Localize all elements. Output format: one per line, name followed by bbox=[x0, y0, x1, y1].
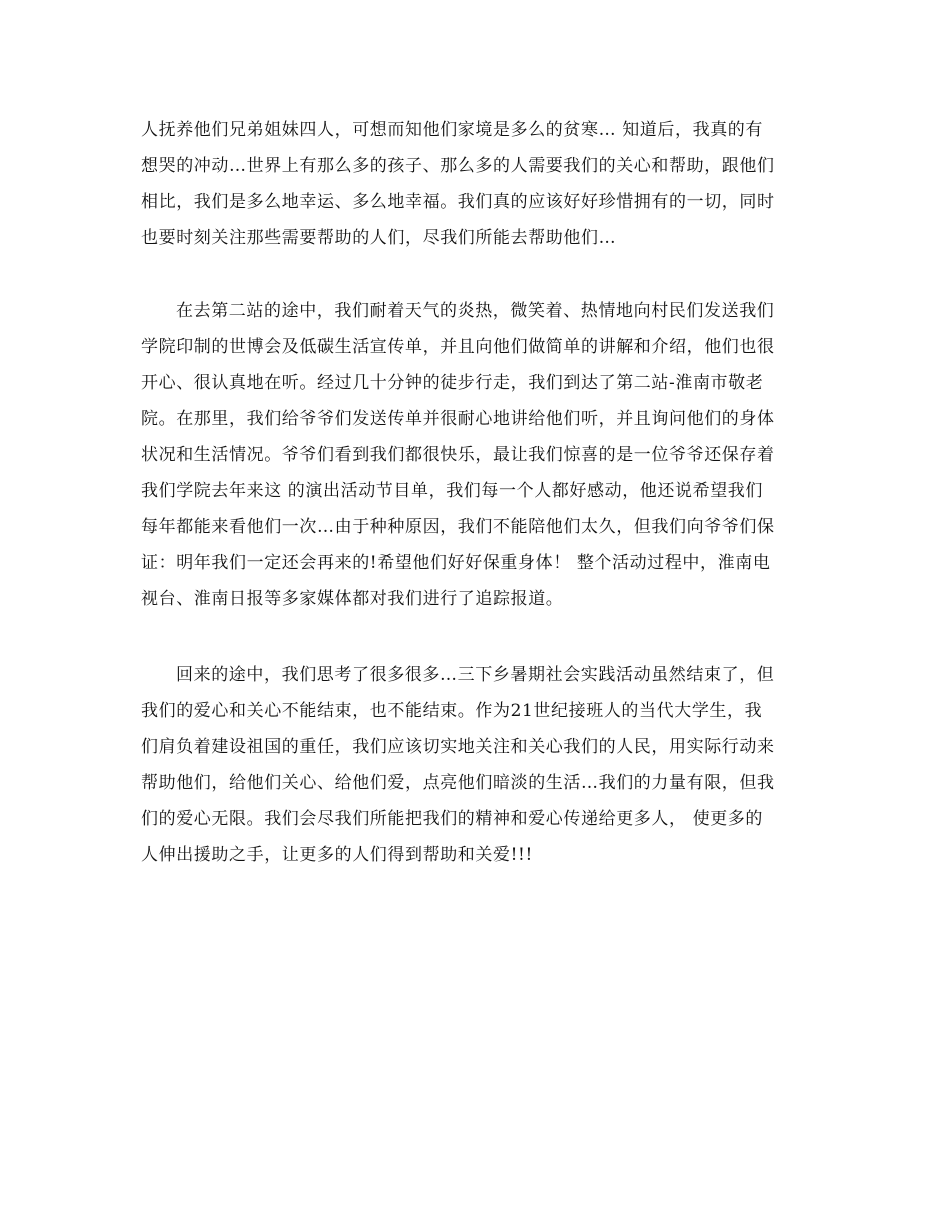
paragraph-line: 状况和生活情况。爷爷们看到我们都很快乐，最让我们惊喜的是一位爷爷还保存着 bbox=[141, 445, 775, 465]
paragraph-line: 人抚养他们兄弟姐妹四人，可想而知他们家境是多么的贫寒… 知道后，我真的有 bbox=[141, 120, 764, 140]
paragraph-line: 们肩负着建设祖国的重任，我们应该切实地关注和关心我们的人民，用实际行动来 bbox=[141, 737, 775, 757]
paragraph-3 bbox=[141, 657, 811, 873]
paragraph-1 bbox=[141, 112, 811, 256]
paragraph-line: 想哭的冲动…世界上有那么多的孩子、那么多的人需要我们的关心和帮助，跟他们 bbox=[141, 156, 775, 176]
paragraph-line: 在去第二站的途中，我们耐着天气的炎热，微笑着、热情地向村民们发送我们 bbox=[176, 301, 775, 321]
paragraph-line: 帮助他们，给他们关心、给他们爱，点亮他们暗淡的生活…我们的力量有限，但我 bbox=[141, 773, 775, 793]
paragraph-line: 院。在那里，我们给爷爷们发送传单并很耐心地讲给他们听，并且询问他们的身体 bbox=[141, 409, 775, 429]
paragraph-line: 相比，我们是多么地幸运、多么地幸福。我们真的应该好好珍惜拥有的一切，同时 bbox=[141, 192, 775, 212]
paragraph-line: 人伸出援助之手，让更多的人们得到帮助和关爱!!! bbox=[141, 845, 533, 865]
paragraph-line: 视台、淮南日报等多家媒体都对我们进行了追踪报道。 bbox=[141, 589, 564, 609]
paragraph-line: 每年都能来看他们一次…由于种种原因，我们不能陪他们太久，但我们向爷爷们保 bbox=[141, 517, 775, 537]
paragraph-line: 证：明年我们一定还会再来的!希望他们好好保重身体！ 整个活动过程中，淮南电 bbox=[141, 553, 771, 573]
paragraph-line: 我们的爱心和关心不能结束，也不能结束。作为21世纪接班人的当代大学生，我 bbox=[141, 701, 763, 721]
paragraph-line: 们的爱心无限。我们会尽我们所能把我们的精神和爱心传递给更多人， 使更多的 bbox=[141, 809, 764, 829]
paragraph-line: 开心、很认真地在听。经过几十分钟的徒步行走，我们到达了第二站-淮南市敬老 bbox=[141, 373, 764, 393]
paragraph-line: 学院印制的世博会及低碳生活宣传单，并且向他们做简单的讲解和介绍，他们也很 bbox=[141, 337, 775, 357]
paragraph-line: 也要时刻关注那些需要帮助的人们，尽我们所能去帮助他们… bbox=[141, 228, 617, 248]
paragraph-2 bbox=[141, 293, 811, 617]
paragraph-line: 我们学院去年来这 的演出活动节目单，我们每一个人都好感动，他还说希望我们 bbox=[141, 481, 764, 501]
paragraph-line: 回来的途中，我们思考了很多很多…三下乡暑期社会实践活动虽然结束了，但 bbox=[176, 665, 775, 685]
